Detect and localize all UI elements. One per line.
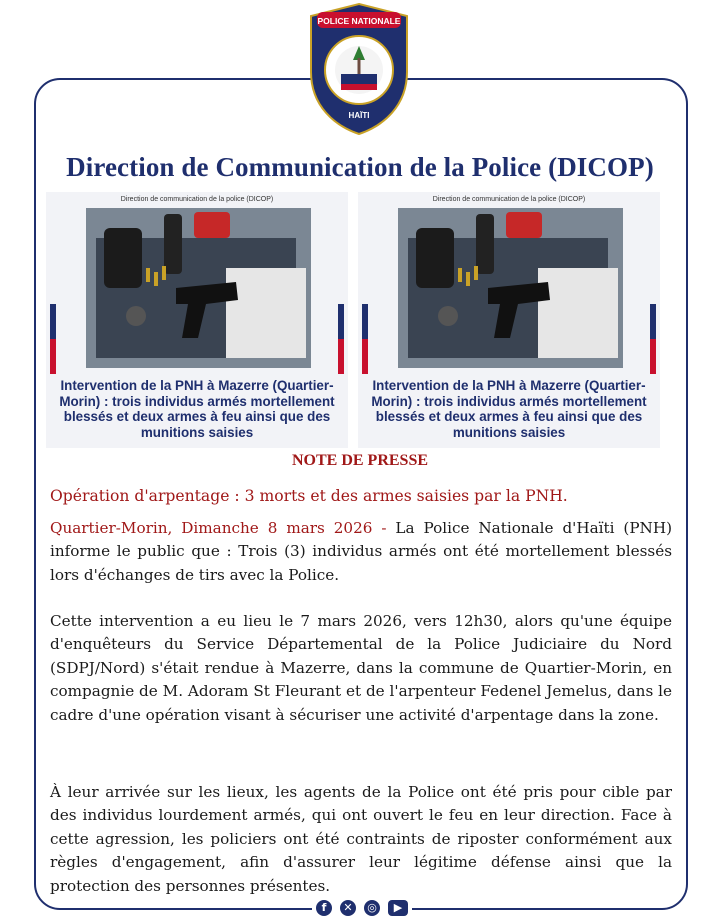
paragraph-2: Cette intervention a eu lieu le 7 mars 2026, vers 12h30, alors qu'une équipe d'enquêteurs du Service Départemental de la Police Judiciaire du Nord (SDPJ/Nord) s'était rendue à Mazerre, dans la commune de Quartier-Morin, en compagnie de M. Adoram St Fleurant et de l'arpenteur Fedenel Jemelus, dans le cadre d'une opération visant à sécuriser une activité d'arpentage dans la zone. [50, 612, 672, 724]
police-badge-logo [303, 2, 415, 136]
flag-stripe [338, 304, 344, 374]
paragraph-1-text: La Police Nationale d'Haïti (PNH) informe le public que : Trois (3) individus armés ont été mortellement blessés lors d'échanges de tirs avec la Police. [50, 519, 672, 584]
flag-stripe [362, 304, 368, 374]
youtube-icon[interactable]: ▶ [388, 900, 408, 916]
flag-stripe [650, 304, 656, 374]
paragraph-1 [50, 517, 672, 587]
paragraph-3: À leur arrivée sur les lieux, les agents de la Police ont été pris pour cible par des individus lourdement armés, qui ont ouvert le feu en leur direction. Face à cette agression, les policiers ont été contraints de riposter conformément aux règles d'engagement, afin d'assurer leur légitime défense ainsi que la protection des personnes présentes. [50, 783, 672, 895]
news-card [46, 192, 348, 448]
x-icon[interactable]: ✕ [340, 900, 356, 916]
svg-text:POLICE NATIONALE: POLICE NATIONALE [317, 16, 401, 26]
seized-weapons-photo [398, 208, 623, 368]
card-header: Direction de communication de la police (DICOP) [432, 196, 586, 203]
flag-stripe [50, 304, 56, 374]
card-header: Direction de communication de la police (DICOP) [120, 196, 274, 203]
seized-weapons-photo [86, 208, 311, 368]
card-caption: Intervention de la PNH à Mazerre (Quartier-Morin) : trois individus armés mortellement blessés et deux armes à feu ainsi que des munitions saisies [371, 378, 647, 440]
card-caption: Intervention de la PNH à Mazerre (Quartier-Morin) : trois individus armés mortellement blessés et deux armes à feu ainsi que des munitions saisies [59, 378, 335, 440]
press-note-title: NOTE DE PRESSE [291, 452, 429, 469]
page-title: Direction de Communication de la Police (DICOP) [66, 152, 654, 182]
dateline: Quartier-Morin, Dimanche 8 mars 2026 - [50, 519, 387, 537]
social-links [312, 900, 412, 916]
facebook-icon[interactable]: f [316, 900, 332, 916]
svg-text:HAÏTI: HAÏTI [348, 111, 370, 120]
instagram-icon[interactable]: ◎ [364, 900, 380, 916]
news-card [358, 192, 660, 448]
press-note-subtitle: Opération d'arpentage : 3 morts et des armes saisies par la PNH. [50, 487, 568, 505]
